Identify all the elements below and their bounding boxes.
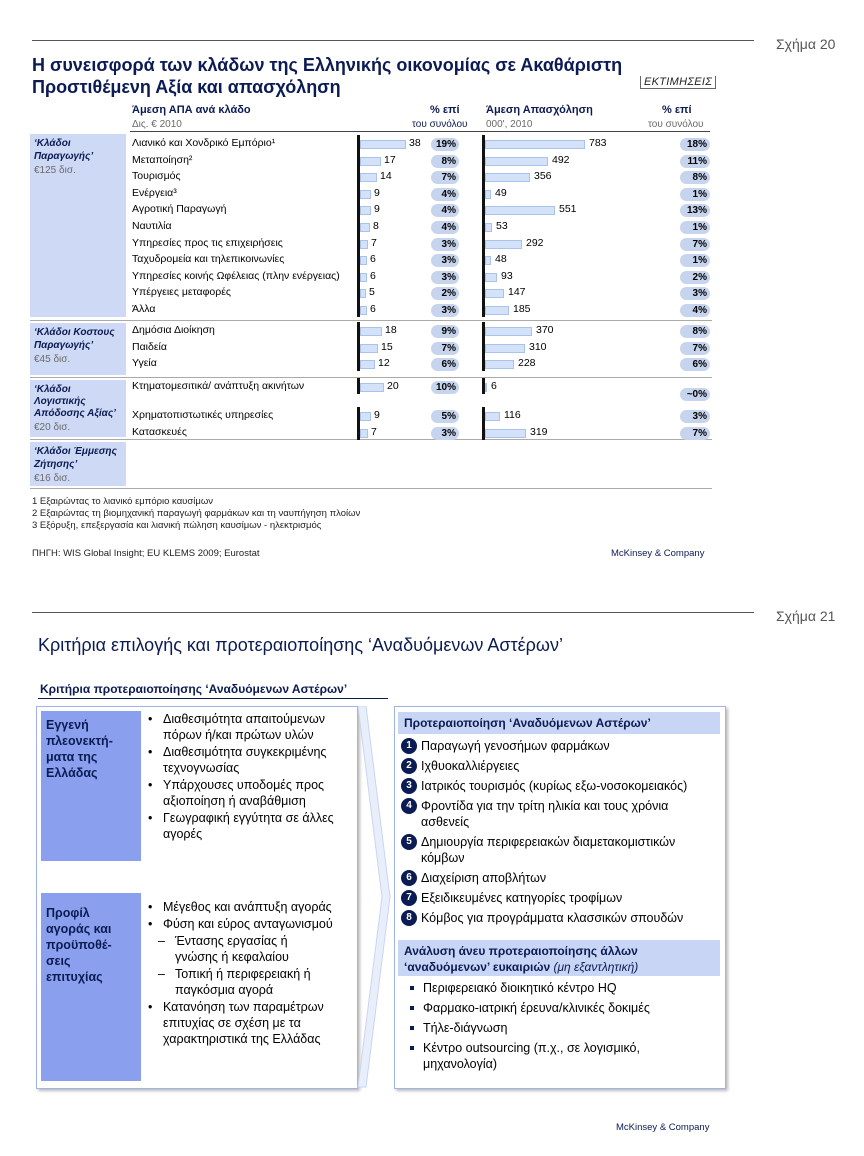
dash-marker: – — [158, 934, 165, 948]
side-text-line: επιτυχίας — [46, 970, 103, 984]
gva-bar — [360, 140, 406, 149]
gva-bar — [360, 360, 375, 369]
row-label: Άλλα — [132, 303, 156, 315]
gva-bar — [360, 429, 368, 438]
priority-item: Δημιουργία περιφερειακών διαμετακομιστικών — [421, 835, 676, 849]
employment-bar — [485, 327, 532, 336]
number-badge-icon: 3 — [401, 778, 417, 794]
employment-pct-pill: 7% — [680, 342, 710, 355]
employment-pct-pill: 4% — [680, 304, 710, 317]
bullet-text: Τοπική ή περιφερειακή ή — [175, 967, 311, 981]
group-title-accounting-3: Απόδοσης Αξίας’ — [34, 408, 116, 419]
priority-item: Φροντίδα για την τρίτη ηλικία και τους χρόνια — [421, 799, 669, 813]
group-title-production-2: Παραγωγής’ — [34, 151, 94, 162]
chevron-arrow-icon — [356, 706, 392, 1088]
side-text-line: αγοράς και — [46, 922, 112, 936]
employment-value: 228 — [518, 357, 536, 369]
gva-value: 7 — [371, 426, 377, 438]
number-badge-icon: 1 — [401, 738, 417, 754]
employment-pct-pill: 1% — [680, 221, 710, 234]
square-bullet-icon — [410, 986, 414, 990]
gva-bar — [360, 157, 381, 166]
gva-pct-pill: 3% — [431, 254, 459, 267]
gva-pct-pill: 19% — [431, 138, 459, 151]
emp-pct-header: % επί — [662, 104, 692, 116]
employment-pct-pill: 2% — [680, 271, 710, 284]
employment-bar — [485, 360, 514, 369]
gva-value: 14 — [380, 170, 392, 182]
employment-value: 319 — [530, 426, 548, 438]
group-separator — [30, 439, 712, 440]
side-text-line: σεις — [46, 954, 71, 968]
employment-bar — [485, 289, 504, 298]
bullet-text: Φύση και εύρος ανταγωνισμού — [163, 917, 333, 931]
gva-value: 12 — [378, 357, 390, 369]
footnote-1: 1 Εξαιρώντας το λιανικό εμπόριο καυσίμων — [32, 496, 213, 507]
priority-item: Ιατρικός τουρισμός (κυρίως εξω-νοσοκομειακός) — [421, 779, 688, 793]
gva-pct-pill: 4% — [431, 221, 459, 234]
gva-value: 15 — [381, 341, 393, 353]
gva-bar — [360, 190, 371, 199]
row-label: Ναυτιλία — [132, 220, 172, 232]
priority-item: ασθενείς — [421, 815, 470, 829]
bullet-text: Κατανόηση των παραμέτρων — [163, 1000, 324, 1014]
mckinsey-logo: McKinsey & Company — [611, 548, 705, 559]
row-label: Κατασκευές — [132, 426, 187, 438]
gva-pct-pill: 4% — [431, 204, 459, 217]
group-sub-production: €125 δισ. — [34, 165, 76, 176]
figure-21-label: Σχήμα 21 — [776, 608, 836, 624]
gva-pct-pill: 10% — [431, 381, 459, 394]
gva-pct-pill: 9% — [431, 325, 459, 338]
employment-value: 551 — [559, 203, 577, 215]
employment-pct-pill: 18% — [680, 138, 710, 151]
group-sub-accounting: €20 δισ. — [34, 422, 71, 433]
gva-value: 6 — [370, 303, 376, 315]
bullet-dot: • — [148, 811, 153, 825]
row-label: Παιδεία — [132, 341, 167, 353]
group-sub-cost: €45 δισ. — [34, 354, 71, 365]
employment-bar — [485, 412, 500, 421]
employment-bar — [485, 206, 555, 215]
priority-item: κόμβων — [421, 851, 465, 865]
footnote-3: 3 Εξόρυξη, επεξεργασία και λιανική πώληση καυσίμων - ηλεκτρισμός — [32, 520, 322, 531]
gva-pct-pill: 4% — [431, 188, 459, 201]
side-text-line: προϋποθέ- — [46, 938, 112, 952]
employment-value: 49 — [495, 187, 507, 199]
dash-marker: – — [158, 967, 165, 981]
top-rule — [32, 40, 754, 41]
employment-bar — [485, 344, 525, 353]
gva-pct-pill: 6% — [431, 358, 459, 371]
emp-header: Άμεση Απασχόληση — [486, 104, 593, 116]
employment-value: 356 — [534, 170, 552, 182]
employment-value: 370 — [536, 324, 554, 336]
group-title-indirect-1: ‘Κλάδοι Έμμεσης — [34, 446, 117, 457]
bullet-text: Έντασης εργασίας ή — [175, 934, 288, 948]
employment-value: 292 — [526, 237, 544, 249]
gva-pct-header: % επί — [430, 104, 460, 116]
other-item: Φαρμακο-ιατρική έρευνα/κλινικές δοκιμές — [423, 1001, 650, 1015]
employment-pct-pill: 1% — [680, 254, 710, 267]
gva-value: 9 — [374, 203, 380, 215]
gva-unit: Δις. € 2010 — [132, 119, 182, 130]
others-header — [398, 940, 720, 976]
employment-value: 783 — [589, 137, 607, 149]
employment-pct-pill: 6% — [680, 358, 710, 371]
criteria-title: Κριτήρια προτεραιοποίησης ‘Αναδυόμενων Αστέρων’ — [40, 682, 348, 696]
side-text-line: Εγγενή — [46, 718, 89, 732]
employment-value: 185 — [513, 303, 531, 315]
gva-bar — [360, 256, 367, 265]
bullet-text: παγκόσμια αγορά — [175, 983, 274, 997]
gva-value: 8 — [373, 220, 379, 232]
employment-value: 310 — [529, 341, 547, 353]
gva-value: 6 — [370, 253, 376, 265]
group-sub-indirect: €16 δισ. — [34, 473, 71, 484]
header-underline — [130, 131, 710, 132]
employment-pct-pill: 3% — [680, 410, 710, 423]
number-badge-icon: 6 — [401, 870, 417, 886]
group-title-accounting-1: ‘Κλάδοι — [34, 384, 71, 395]
others-header-note: (μη εξαντλητική) — [553, 960, 639, 974]
employment-pct-pill: 13% — [680, 204, 710, 217]
gva-value: 18 — [385, 324, 397, 336]
bullet-dot: • — [148, 778, 153, 792]
bullet-text: τεχνογνωσίας — [163, 761, 240, 775]
bullet-text: επιτυχίας σε σχέση με τα — [163, 1016, 301, 1030]
figure-20-title-line2: Προστιθέμενη Αξία και απασχόληση — [32, 77, 341, 97]
group-title-cost-2: Παραγωγής’ — [34, 340, 94, 351]
gva-pct-pill: 8% — [431, 155, 459, 168]
row-label: Ταχυδρομεία και τηλεπικοινωνίες — [132, 253, 285, 265]
bullet-text: Διαθεσιμότητα απαιτούμενων — [163, 712, 325, 726]
side-text-line: Προφίλ — [46, 906, 90, 920]
gva-pct-pill: 3% — [431, 238, 459, 251]
gva-bar — [360, 306, 367, 315]
bullet-dot: • — [148, 745, 153, 759]
bullet-text: Διαθεσιμότητα συγκεκριμένης — [163, 745, 327, 759]
gva-value: 17 — [384, 154, 396, 166]
priority-item: Διαχείριση αποβλήτων — [421, 871, 547, 885]
gva-header: Άμεση ΑΠΑ ανά κλάδο — [132, 104, 251, 116]
row-label: Υπέργειες μεταφορές — [132, 286, 231, 298]
employment-value: 147 — [508, 286, 526, 298]
employment-pct-pill: ~0% — [680, 388, 710, 401]
gva-pct-pill: 3% — [431, 271, 459, 284]
group-separator — [30, 320, 712, 321]
row-label: Ενέργεια³ — [132, 187, 177, 199]
employment-pct-pill: 8% — [680, 171, 710, 184]
other-item: μηχανολογία) — [423, 1057, 497, 1071]
gva-value: 5 — [369, 286, 375, 298]
row-label: Κτηματομεσιτικά/ ανάπτυξη ακινήτων — [132, 380, 305, 392]
group-separator — [30, 377, 712, 378]
number-badge-icon: 7 — [401, 890, 417, 906]
row-label: Υπηρεσίες προς τις επιχειρήσεις — [132, 237, 283, 249]
gva-pct-pill: 7% — [431, 171, 459, 184]
gva-value: 20 — [387, 380, 399, 392]
employment-value: 492 — [552, 154, 570, 166]
row-label: Χρηματοπιστωτικές υπηρεσίες — [132, 409, 274, 421]
gva-pct-pill: 3% — [431, 304, 459, 317]
bullet-text: γνώσης ή κεφαλαίου — [175, 950, 289, 964]
others-header-line2 — [404, 959, 720, 975]
side-text-line: πλεονεκτή- — [46, 734, 113, 748]
employment-value: 6 — [491, 380, 497, 392]
bullet-dot: • — [148, 900, 153, 914]
row-label: Δημόσια Διοίκηση — [132, 324, 215, 336]
number-badge-icon: 5 — [401, 834, 417, 850]
employment-bar — [485, 273, 497, 282]
bullet-text: Μέγεθος και ανάπτυξη αγοράς — [163, 900, 332, 914]
gva-bar — [360, 289, 366, 298]
source-note: ΠΗΓΗ: WIS Global Insight; EU KLEMS 2009; Eurostat — [32, 548, 260, 559]
gva-bar — [360, 327, 382, 336]
group-title-indirect-2: Ζήτησης’ — [34, 459, 78, 470]
gva-pct-pill: 5% — [431, 410, 459, 423]
figure-20-label: Σχήμα 20 — [776, 36, 836, 52]
number-badge-icon: 8 — [401, 910, 417, 926]
priorities-header: Προτεραιοποίηση ‘Αναδυόμενων Αστέρων’ — [398, 712, 720, 734]
row-label: Υπηρεσίες κοινής Ωφέλειας (πλην ενέργειας) — [132, 270, 340, 282]
other-item: Περιφερειακό διοικητικό κέντρο HQ — [423, 981, 617, 995]
employment-pct-pill: 11% — [680, 155, 710, 168]
bullet-dot: • — [148, 917, 153, 931]
other-item: Κέντρο outsourcing (π.χ., σε λογισμικό, — [423, 1041, 640, 1055]
footnote-2: 2 Εξαιρώντας τη βιομηχανική παραγωγή φαρμάκων και τη ναυπήγηση πλοίων — [32, 508, 361, 519]
employment-bar — [485, 157, 548, 166]
bullet-text: Υπάρχουσες υποδομές προς — [163, 778, 325, 792]
employment-pct-pill: 8% — [680, 325, 710, 338]
bullet-text: αξιοποίηση ή αναβάθμιση — [163, 794, 306, 808]
criteria-title-underline — [38, 698, 388, 699]
bullet-text: αγορές — [163, 827, 203, 841]
group-title-production-1: ‘Κλάδοι — [34, 138, 71, 149]
bullet-dot: • — [148, 712, 153, 726]
gva-bar — [360, 412, 371, 421]
employment-pct-pill: 3% — [680, 287, 710, 300]
employment-bar — [485, 140, 585, 149]
gva-bar — [360, 344, 378, 353]
row-label: Λιανικό και Χονδρικό Εμπόριο¹ — [132, 137, 276, 149]
employment-value: 116 — [504, 409, 521, 421]
square-bullet-icon — [410, 1046, 414, 1050]
employment-value: 93 — [501, 270, 513, 282]
gva-value: 7 — [371, 237, 377, 249]
gva-bar — [360, 206, 371, 215]
bullet-text: πόρων ή/και πρώτων υλών — [163, 728, 314, 742]
gva-bar — [360, 223, 370, 232]
bullet-text: χαρακτηριστικά της Ελλάδας — [163, 1032, 321, 1046]
gva-value: 9 — [374, 409, 380, 421]
emp-unit: 000', 2010 — [486, 119, 533, 130]
employment-pct-pill: 1% — [680, 188, 710, 201]
group-title-accounting-2: Λογιστικής — [34, 396, 86, 407]
employment-bar — [485, 173, 530, 182]
square-bullet-icon — [410, 1026, 414, 1030]
priority-item: Παραγωγή γενοσήμων φαρμάκων — [421, 739, 610, 753]
mckinsey-logo-2: McKinsey & Company — [616, 1122, 710, 1133]
figure-21-rule — [32, 612, 754, 613]
priority-item: Εξειδικευμένες κατηγορίες τροφίμων — [421, 891, 623, 905]
emp-pct-sub: του συνόλου — [648, 119, 704, 130]
others-header-line2-text: ‘αναδυόμενων’ ευκαιριών — [404, 960, 551, 974]
employment-bar — [485, 223, 492, 232]
gva-bar — [360, 383, 384, 392]
gva-pct-pill: 7% — [431, 342, 459, 355]
employment-pct-pill: 7% — [680, 427, 710, 440]
employment-bar — [485, 240, 522, 249]
figure-20-title-line1: Η συνεισφορά των κλάδων της Ελληνικής οικονομίας σε Ακαθάριστη — [32, 55, 623, 75]
other-item: Τήλε-διάγνωση — [423, 1021, 508, 1035]
row-label: Μεταποίηση² — [132, 154, 193, 166]
side-text-line: ματα της — [46, 750, 98, 764]
bullet-text: Γεωγραφική εγγύτητα σε άλλες — [163, 811, 334, 825]
gva-value: 38 — [409, 137, 421, 149]
gva-value: 9 — [374, 187, 380, 199]
estimates-tag: ΕΚΤΙΜΗΣΕΙΣ — [640, 76, 716, 89]
employment-pct-pill: 7% — [680, 238, 710, 251]
square-bullet-icon — [410, 1006, 414, 1010]
employment-bar — [485, 190, 491, 199]
bullet-dot: • — [148, 1000, 153, 1014]
priority-item: Ιχθυοκαλλιέργειες — [421, 759, 520, 773]
gva-pct-pill: 2% — [431, 287, 459, 300]
row-label: Τουρισμός — [132, 170, 181, 182]
number-badge-icon: 4 — [401, 798, 417, 814]
gva-pct-pill: 3% — [431, 427, 459, 440]
employment-bar — [485, 256, 491, 265]
employment-bar — [485, 429, 526, 438]
gva-bar — [360, 173, 377, 182]
gva-bar — [360, 273, 367, 282]
gva-bar — [360, 240, 368, 249]
employment-bar — [485, 306, 509, 315]
group-title-cost-1: ‘Κλάδοι Κοστους — [34, 327, 115, 338]
employment-bar — [485, 383, 487, 392]
figure-21-title: Κριτήρια επιλογής και προτεραιοποίησης ‘Αναδυόμενων Αστέρων’ — [38, 635, 563, 655]
row-label: Αγροτική Παραγωγή — [132, 203, 227, 215]
row-label: Υγεία — [132, 357, 157, 369]
gva-pct-sub: του συνόλου — [412, 119, 468, 130]
others-header-line1: Ανάλυση άνευ προτεραιοποίησης άλλων — [404, 944, 638, 958]
employment-value: 53 — [496, 220, 508, 232]
priority-item: Κόμβος για προγράμματα κλασσικών σπουδών — [421, 911, 684, 925]
gva-value: 6 — [370, 270, 376, 282]
side-text-line: Ελλάδας — [46, 766, 98, 780]
number-badge-icon: 2 — [401, 758, 417, 774]
group-separator — [30, 488, 712, 489]
employment-value: 48 — [495, 253, 507, 265]
